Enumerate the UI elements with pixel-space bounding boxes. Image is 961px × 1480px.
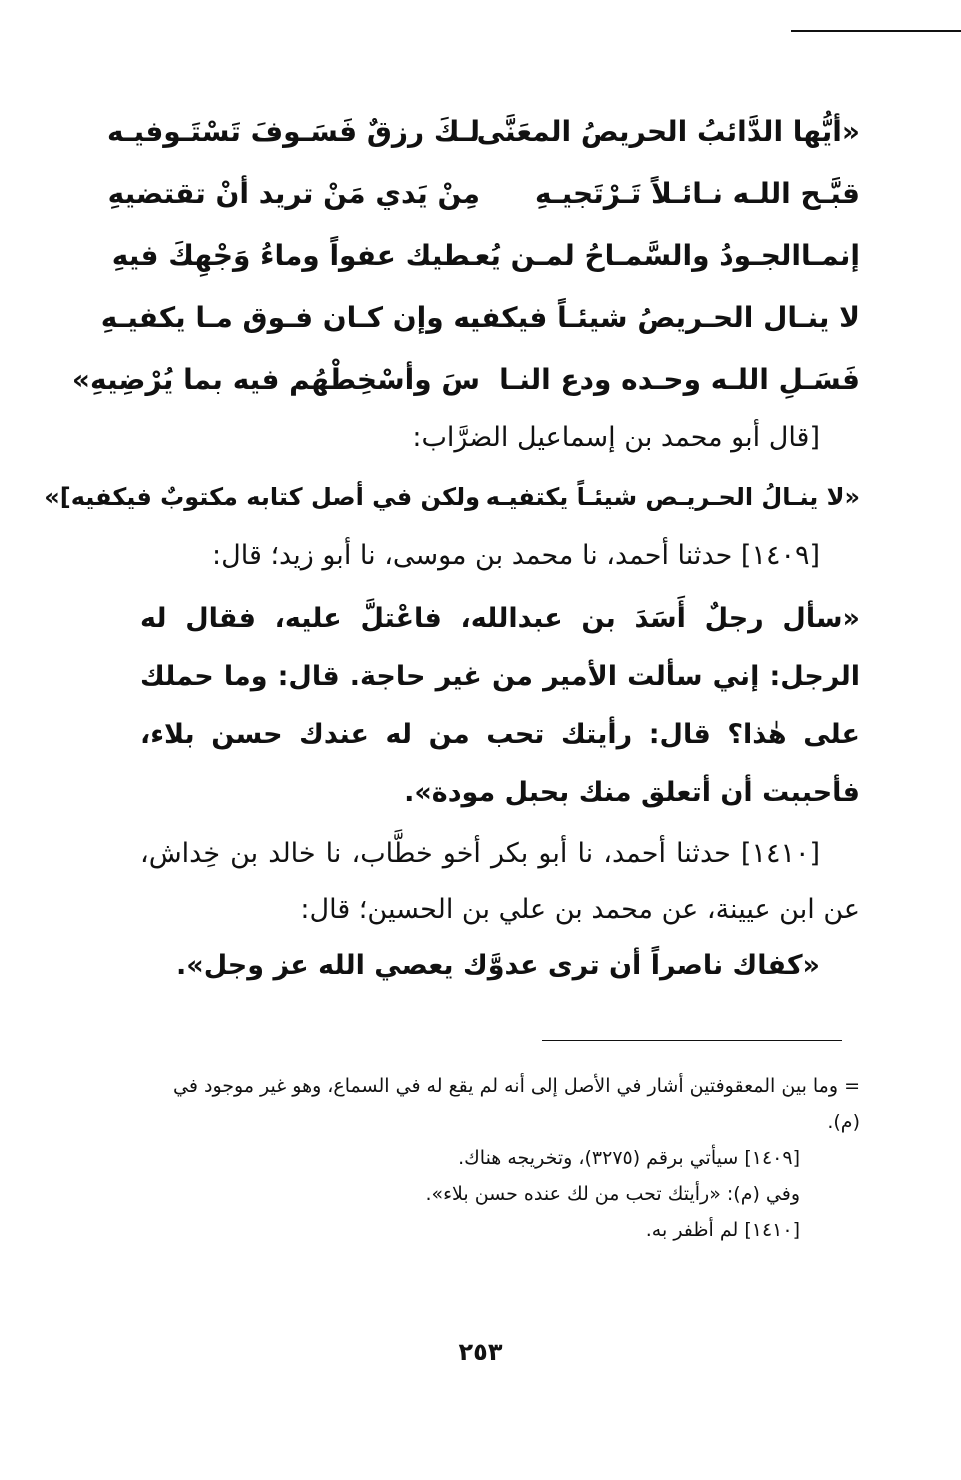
- hadith-1410-isnad: [١٤١٠] حدثنا أحمد، نا أبو بكر أخو خطَّاب، نا خالد بن خِداش، عن ابن عيينة، عن محمد بن علي بن الحسين؛ قال:: [140, 838, 860, 925]
- poem-verse: [111, 224, 860, 286]
- footnote-1409-variant: وفي (م): «رأيتك تحب من لك عنده حسن بلاء».: [425, 1183, 800, 1205]
- poem-verse: [106, 100, 860, 162]
- hadith-1409-matn: «سأل رجلٌ أَسَدَ بن عبدالله، فاعْتلَّ عليه، فقال له الرجل: إني سألت الأمير من غير حاجة. قال: وما حملك على هٰذا؟ قال: رأيتك تحب من له عندك حسن بلاء، فأحببت أن أتعلق منك بحبل مودة».: [140, 603, 860, 808]
- footnote-1409: [١٤٠٩] سيأتي برقم (٣٢٧٥)، وتخريجه هناك.: [458, 1147, 800, 1169]
- page-number: ٢٥٣: [458, 1338, 503, 1366]
- poem-verse: [100, 286, 860, 348]
- hadith-1409-isnad: [١٤٠٩] حدثنا أحمد، نا محمد بن موسى، نا أبو زيد؛ قال:: [212, 540, 820, 571]
- verse-first-half: لا ينـال الحـريصُ شيئـاً فيكفيـ: [460, 300, 860, 334]
- couplet: [44, 466, 860, 528]
- footnotes: [140, 1068, 860, 1248]
- verse-second-half: سَ وأسْخِطْهُم فيه بما يُرْضِيهِ»: [71, 362, 480, 396]
- poem-verse: [107, 162, 860, 224]
- verse-second-half: ـه وإن كـان فـوق مـا يكفيـهِ: [100, 300, 480, 334]
- top-rule: [791, 30, 961, 32]
- verse-first-half: إنمـاالجـودُ والسَّمـاحُ لمـن يُعـ: [465, 238, 860, 272]
- footnote-continuation: = وما بين المعقوفتين أشار في الأصل إلى أنه لم يقع له في السماع، وهو غير موجود في (م).: [173, 1075, 860, 1133]
- footnote-1410: [١٤١٠] لم أظفر به.: [645, 1219, 800, 1241]
- verse-first-half: «أيُّها الدَّائبُ الحريصُ المعَنَّى: [476, 114, 860, 148]
- verse-second-half: ـطيك عفواً وماءُ وَجْهِكَ فيهِ: [111, 238, 480, 272]
- poem-verse: [71, 348, 860, 410]
- hadith-1410-matn: «كفاك ناصراً أن ترى عدوَّك يعصي الله عز وجل».: [176, 950, 820, 981]
- verse-first-half: قبَّـح اللـه نـائـلاً تَـرْتَجيـهِ: [535, 176, 860, 210]
- verse-first-half: فَسَـلِ اللـه وحـده ودع النـا: [499, 362, 860, 396]
- couplet-first-half: «لا ينـالُ الحـريـص شيئـاً يكتفيـه: [485, 483, 860, 511]
- main-text: [44, 100, 860, 994]
- footnote-rule: [542, 1040, 842, 1041]
- narrator-line: [قال أبو محمد بن إسماعيل الضرَّاب:: [412, 422, 820, 453]
- verse-second-half: مِنْ يَدي مَنْ تريد أنْ تقتضيهِ: [107, 176, 480, 210]
- verse-second-half: لـكَ رزقٌ فَسَـوفَ تَسْتَـوفيـه: [106, 114, 480, 148]
- couplet-second-half: ولكن في أصل كتابه مكتوبٌ فيكفيه]»: [44, 483, 480, 511]
